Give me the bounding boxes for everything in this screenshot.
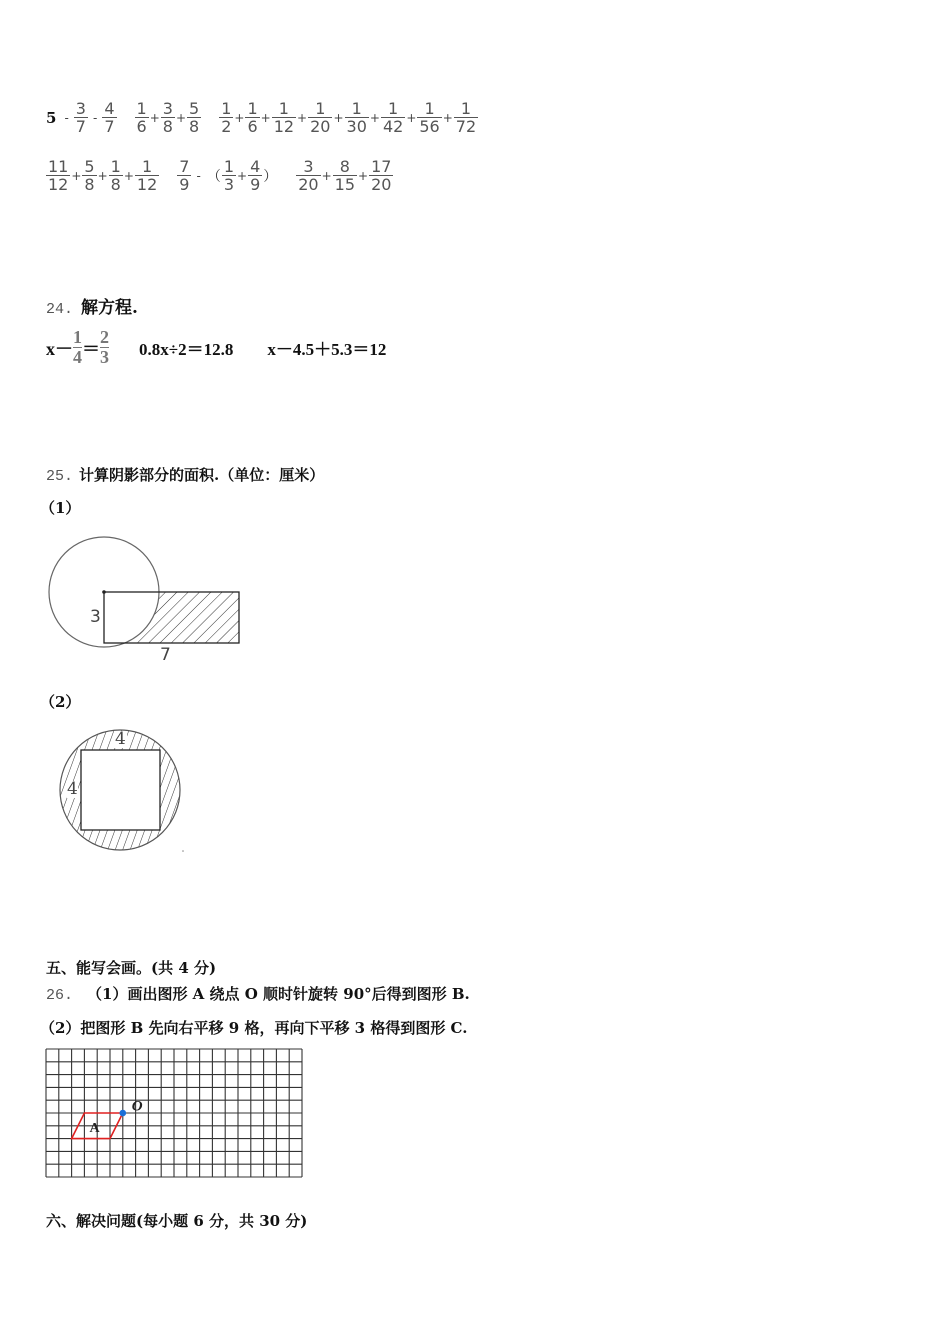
square-side-label: 4 (67, 779, 78, 799)
shape-a-label: A (89, 1121, 100, 1137)
operator: + (333, 110, 344, 125)
equation-3: x－4.5＋5.3＝12 (267, 340, 387, 359)
fraction: 2 3 (100, 327, 109, 367)
operator: - (196, 168, 201, 183)
operator: + (123, 168, 134, 183)
operator: + (297, 110, 308, 125)
question-24-header (46, 293, 138, 318)
question-26-part-1 (46, 983, 470, 1004)
fraction: 1 4 (73, 327, 82, 367)
operator: （ (206, 168, 221, 185)
fraction: $\frac{4}{9}$ (250, 157, 261, 194)
fraction: $\frac{1}{12}$ (273, 99, 295, 136)
expression (219, 100, 478, 135)
operator: + (260, 110, 271, 125)
fraction: $\frac{1}{6}$ (247, 99, 258, 136)
fraction: $\frac{1}{56}$ (419, 99, 440, 136)
fraction: $\frac{8}{15}$ (334, 157, 356, 194)
question-title: 解方程. (81, 298, 138, 318)
fraction: $\frac{1}{30}$ (346, 99, 367, 136)
fraction: $\frac{3}{7}$ (75, 99, 86, 136)
fraction: $\frac{1}{72}$ (455, 99, 477, 136)
figure-circle-rectangle (40, 525, 250, 670)
fraction: $\frac{1}{2}$ (221, 99, 232, 136)
expression (296, 158, 393, 193)
expression (46, 100, 117, 135)
calc-row-1 (46, 100, 478, 135)
whole-number: 5 (46, 108, 57, 127)
part-2-label: （2） (40, 693, 81, 711)
section-5-title: 五、能写会画。(共 4 分) (46, 959, 217, 977)
fraction: $\frac{3}{20}$ (298, 157, 319, 194)
question-number: 25. (46, 468, 74, 485)
question-25-header (46, 464, 324, 485)
fraction: $\frac{17}{20}$ (371, 157, 392, 194)
point-o-label: O (131, 1098, 143, 1115)
question-number: 24. (46, 301, 74, 318)
equation-1: x－ 1 4 ＝ 2 3 (46, 327, 109, 367)
fraction: $\frac{1}{8}$ (110, 157, 121, 194)
fraction: $\frac{5}{8}$ (84, 157, 95, 194)
fraction: $\frac{4}{7}$ (104, 99, 115, 136)
fraction: $\frac{3}{8}$ (162, 99, 173, 136)
operator: + (237, 168, 248, 183)
question-26-part-2: （2）把图形 B 先向右平移 9 格，再向下平移 3 格得到图形 C. (40, 1019, 468, 1037)
fraction: $\frac{1}{42}$ (382, 99, 404, 136)
expression (135, 100, 202, 135)
operator: + (358, 168, 369, 183)
drawing-grid (44, 1047, 306, 1181)
equations-row (46, 328, 386, 367)
expression (46, 158, 159, 193)
operator: + (406, 110, 417, 125)
instruction-text: （1）画出图形 A 绕点 O 顺时针旋转 90°后得到图形 B. (87, 985, 470, 1003)
question-title: 计算阴影部分的面积.（单位：厘米） (79, 466, 325, 484)
operator: + (149, 110, 160, 125)
operator: + (321, 168, 332, 183)
rotation-point-o (120, 1110, 127, 1117)
radius-label: 3 (90, 607, 101, 627)
operator: + (175, 110, 186, 125)
fraction: $\frac{1}{3}$ (223, 157, 234, 194)
square-top-label: 4 (115, 729, 126, 749)
fraction: $\frac{1}{6}$ (136, 99, 147, 136)
operator: + (442, 110, 453, 125)
operator: - (92, 110, 98, 125)
question-number: 26. (46, 987, 74, 1004)
operator: + (71, 168, 82, 183)
fraction: $\frac{11}{12}$ (48, 157, 69, 194)
expression (177, 158, 278, 193)
operator: + (369, 110, 380, 125)
equation-2: 0.8x÷2＝12.8 (139, 340, 234, 359)
fraction: $\frac{5}{8}$ (189, 99, 200, 136)
part-1-label: （1） (40, 499, 81, 517)
operator: - (64, 110, 69, 125)
operator: ） (263, 168, 278, 185)
calc-row-2 (46, 158, 393, 193)
section-6-title: 六、解决问题(每小题 6 分，共 30 分) (46, 1212, 308, 1230)
fraction: $\frac{1}{20}$ (310, 99, 331, 136)
fraction: $\frac{7}{9}$ (179, 157, 190, 194)
fraction: $\frac{1}{12}$ (136, 157, 158, 194)
length-label: 7 (160, 645, 171, 665)
operator: + (97, 168, 108, 183)
operator: + (234, 110, 245, 125)
